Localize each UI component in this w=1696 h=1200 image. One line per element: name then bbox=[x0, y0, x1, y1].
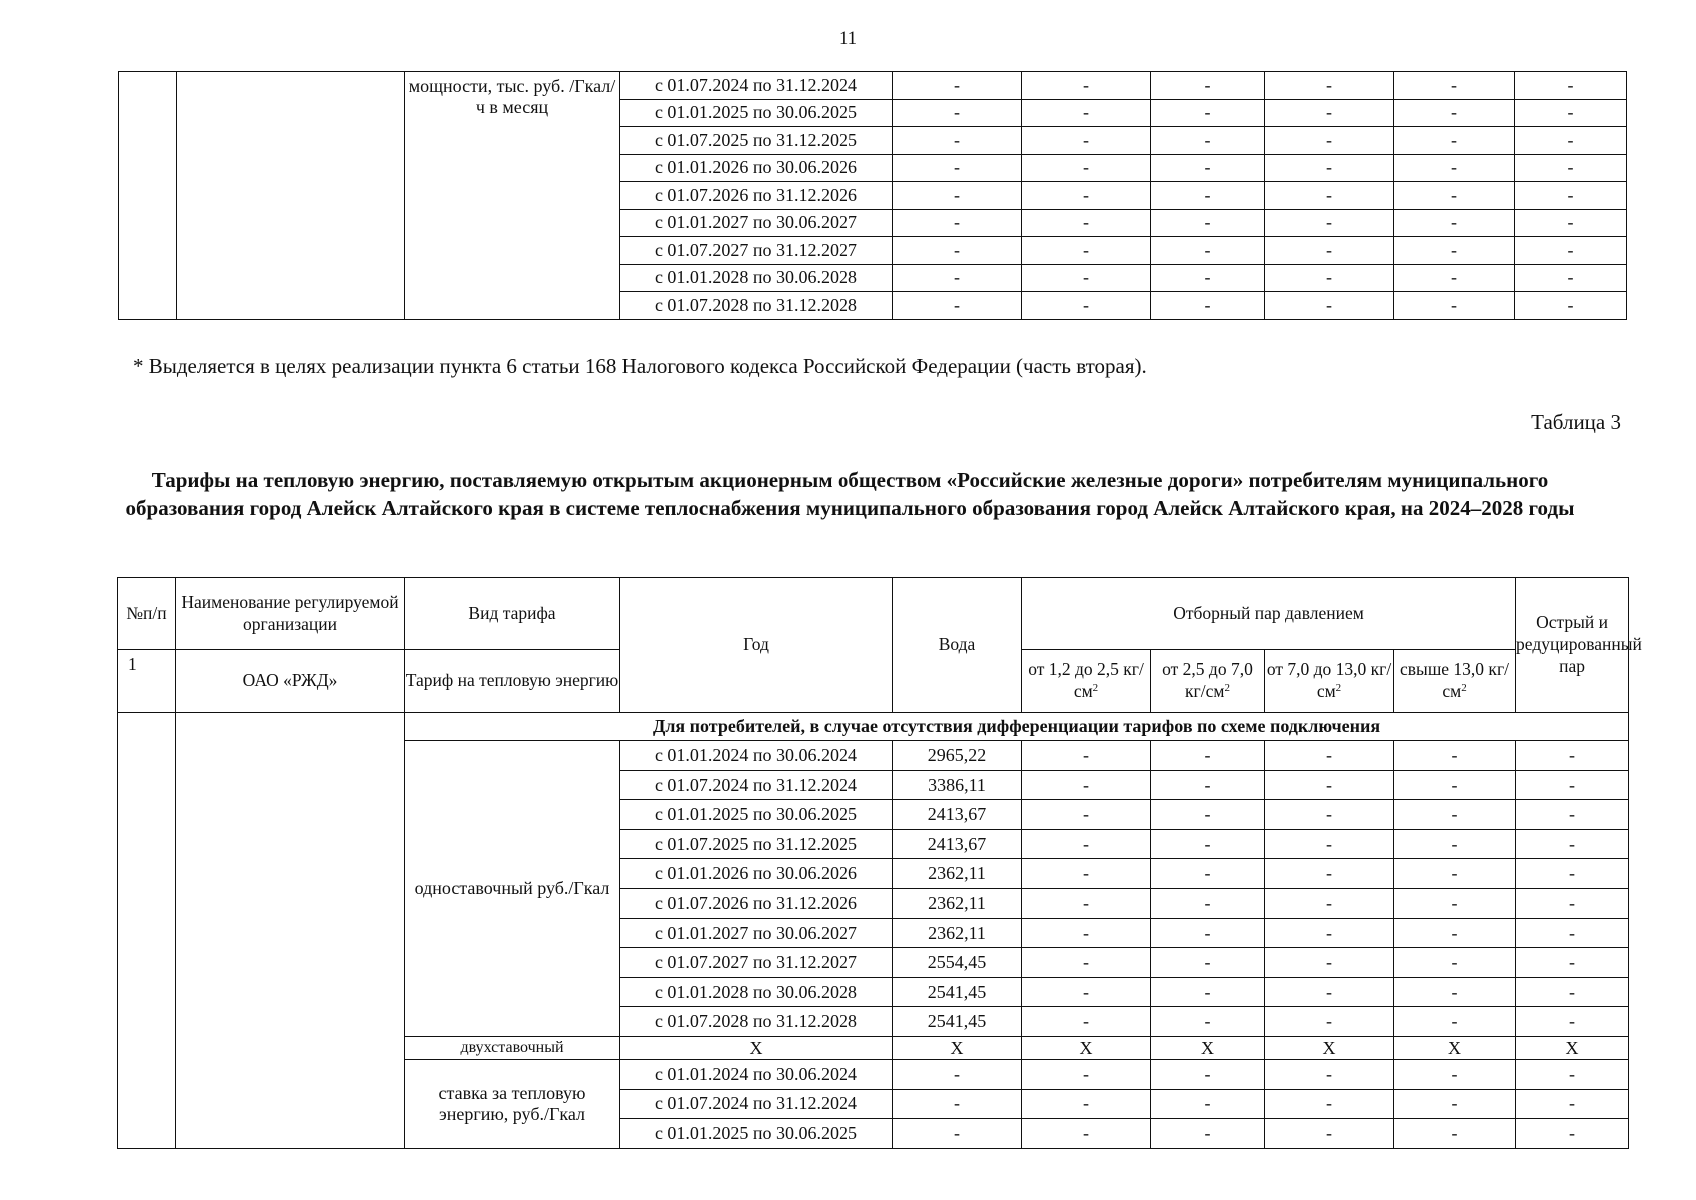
subheader-cell: Для потребителей, в случае отсутствия дифференциации тарифов по схеме подключения bbox=[405, 713, 1629, 741]
empty-org-cell bbox=[176, 713, 405, 1149]
period-cell: с 01.01.2027 по 30.06.2027 bbox=[620, 209, 893, 237]
value-cell: - bbox=[1516, 770, 1629, 800]
value-cell: - bbox=[1515, 264, 1627, 292]
value-cell: - bbox=[1151, 264, 1265, 292]
value-cell: - bbox=[1394, 1089, 1516, 1119]
header-pressure-3: от 7,0 до 13,0 $кг/см^2$ bbox=[1265, 650, 1394, 713]
value-cell: - bbox=[1022, 99, 1151, 127]
value-cell: - bbox=[1265, 209, 1394, 237]
value-cell: - bbox=[1022, 209, 1151, 237]
value-cell: - bbox=[1516, 1119, 1629, 1149]
header-sharp-steam: Острый и редуцированный пар bbox=[1516, 578, 1629, 713]
period-cell: с 01.07.2028 по 31.12.2028 bbox=[620, 1007, 893, 1037]
value-cell: - bbox=[1022, 888, 1151, 918]
two-rate-label: двухставочный bbox=[405, 1036, 620, 1059]
value-cell: - bbox=[1265, 829, 1394, 859]
table-label: Таблица 3 bbox=[1531, 410, 1621, 434]
value-cell: - bbox=[1151, 1059, 1265, 1089]
value-cell: - bbox=[1151, 182, 1265, 210]
empty-num-cell bbox=[118, 713, 176, 1149]
period-cell: с 01.01.2024 по 30.06.2024 bbox=[620, 1059, 893, 1089]
value-cell: - bbox=[1516, 741, 1629, 771]
water-value-cell: 2362,11 bbox=[893, 918, 1022, 948]
period-cell: с 01.07.2024 по 31.12.2024 bbox=[620, 770, 893, 800]
value-cell: - bbox=[1022, 859, 1151, 889]
value-cell: - bbox=[1265, 237, 1394, 265]
value-cell: - bbox=[1022, 264, 1151, 292]
value-cell: - bbox=[1151, 1119, 1265, 1149]
header-year: Год bbox=[620, 578, 893, 713]
value-cell: - bbox=[1265, 977, 1394, 1007]
value-cell: - bbox=[1022, 182, 1151, 210]
x-cell: X bbox=[1151, 1036, 1265, 1059]
value-cell: - bbox=[1022, 829, 1151, 859]
period-cell: с 01.07.2028 по 31.12.2028 bbox=[620, 292, 893, 320]
period-cell: с 01.01.2026 по 30.06.2026 bbox=[620, 859, 893, 889]
value-cell: - bbox=[893, 1089, 1022, 1119]
value-cell: - bbox=[1022, 977, 1151, 1007]
value-cell: - bbox=[1265, 741, 1394, 771]
value-cell: - bbox=[1516, 888, 1629, 918]
single-rate-cell: одноставочный руб./Гкал bbox=[405, 741, 620, 1037]
value-cell: - bbox=[1516, 918, 1629, 948]
tariff-cell: мощности, тыс. руб. /Гкал/ч в месяц bbox=[405, 72, 620, 320]
value-cell: - bbox=[1151, 829, 1265, 859]
value-cell: - bbox=[1151, 948, 1265, 978]
value-cell: - bbox=[893, 127, 1022, 155]
value-cell: - bbox=[1515, 154, 1627, 182]
value-cell: - bbox=[1516, 800, 1629, 830]
value-cell: - bbox=[1394, 741, 1516, 771]
water-value-cell: 2554,45 bbox=[893, 948, 1022, 978]
value-cell: - bbox=[1394, 1059, 1516, 1089]
value-cell: - bbox=[1022, 918, 1151, 948]
value-cell: - bbox=[893, 1119, 1022, 1149]
value-cell: - bbox=[1394, 1007, 1516, 1037]
value-cell: - bbox=[1265, 918, 1394, 948]
value-cell: - bbox=[1394, 72, 1515, 100]
value-cell: - bbox=[1515, 292, 1627, 320]
period-cell: с 01.01.2025 по 30.06.2025 bbox=[620, 1119, 893, 1149]
value-cell: - bbox=[893, 182, 1022, 210]
value-cell: - bbox=[1516, 977, 1629, 1007]
x-cell: X bbox=[1265, 1036, 1394, 1059]
value-cell: - bbox=[1394, 1119, 1516, 1149]
value-cell: - bbox=[893, 264, 1022, 292]
value-cell: - bbox=[1265, 770, 1394, 800]
value-cell: - bbox=[1265, 948, 1394, 978]
value-cell: - bbox=[1394, 292, 1515, 320]
value-cell: - bbox=[1151, 859, 1265, 889]
period-cell: с 01.01.2025 по 30.06.2025 bbox=[620, 99, 893, 127]
value-cell: - bbox=[893, 292, 1022, 320]
value-cell: - bbox=[1394, 127, 1515, 155]
empty-org-cell bbox=[177, 72, 405, 320]
header-pressure-1: от 1,2 до 2,5 $кг/см^2$ bbox=[1022, 650, 1151, 713]
value-cell: - bbox=[1394, 948, 1516, 978]
heat-rate-cell: ставка за тепловую энергию, руб./Гкал bbox=[405, 1059, 620, 1148]
value-cell: - bbox=[1394, 888, 1516, 918]
period-cell: с 01.07.2026 по 31.12.2026 bbox=[620, 888, 893, 918]
value-cell: - bbox=[1394, 237, 1515, 265]
value-cell: - bbox=[1394, 182, 1515, 210]
x-cell: X bbox=[1022, 1036, 1151, 1059]
value-cell: - bbox=[1151, 770, 1265, 800]
value-cell: - bbox=[1265, 1089, 1394, 1119]
water-value-cell: 3386,11 bbox=[893, 770, 1022, 800]
page-number: 11 bbox=[838, 28, 858, 49]
period-cell: с 01.07.2025 по 31.12.2025 bbox=[620, 127, 893, 155]
water-value-cell: 2541,45 bbox=[893, 1007, 1022, 1037]
tariff-table bbox=[117, 577, 1642, 1149]
header-org: Наименование регулируемой организации bbox=[176, 578, 405, 650]
subheader-row bbox=[118, 713, 1629, 741]
value-cell: - bbox=[1265, 154, 1394, 182]
x-cell: X bbox=[1516, 1036, 1629, 1059]
footnote: * Выделяется в целях реализации пункта 6 статьи 168 Налогового кодекса Российской Федерации (часть вторая). bbox=[133, 354, 1147, 378]
header-tariff-type: Вид тарифа bbox=[405, 578, 620, 650]
period-cell: с 01.07.2027 по 31.12.2027 bbox=[620, 237, 893, 265]
value-cell: - bbox=[1022, 292, 1151, 320]
header-steam-group: Отборный пар давлением bbox=[1022, 578, 1516, 650]
value-cell: - bbox=[1022, 1007, 1151, 1037]
value-cell: - bbox=[1151, 1007, 1265, 1037]
value-cell: - bbox=[1515, 72, 1627, 100]
value-cell: - bbox=[1022, 127, 1151, 155]
value-cell: - bbox=[1151, 977, 1265, 1007]
value-cell: - bbox=[1394, 770, 1516, 800]
value-cell: - bbox=[1151, 292, 1265, 320]
value-cell: - bbox=[893, 209, 1022, 237]
value-cell: - bbox=[1022, 1119, 1151, 1149]
value-cell: - bbox=[1265, 292, 1394, 320]
value-cell: - bbox=[893, 1059, 1022, 1089]
value-cell: - bbox=[1151, 99, 1265, 127]
value-cell: - bbox=[1151, 800, 1265, 830]
header-pressure-4: свыше 13,0 $кг/см^2$ bbox=[1394, 650, 1516, 713]
period-cell: с 01.01.2028 по 30.06.2028 bbox=[620, 264, 893, 292]
value-cell: - bbox=[1151, 209, 1265, 237]
value-cell: - bbox=[1151, 127, 1265, 155]
value-cell: - bbox=[1022, 770, 1151, 800]
period-cell: с 01.01.2024 по 30.06.2024 bbox=[620, 741, 893, 771]
water-value-cell: 2362,11 bbox=[893, 859, 1022, 889]
value-cell: - bbox=[1515, 182, 1627, 210]
value-cell: - bbox=[1394, 918, 1516, 948]
period-cell: с 01.01.2028 по 30.06.2028 bbox=[620, 977, 893, 1007]
value-cell: - bbox=[1151, 888, 1265, 918]
value-cell: - bbox=[1265, 859, 1394, 889]
water-value-cell: 2965,22 bbox=[893, 741, 1022, 771]
water-value-cell: 2362,11 bbox=[893, 888, 1022, 918]
continuation-table bbox=[118, 71, 1627, 320]
tariff-heat: Тариф на тепловую энергию bbox=[405, 650, 620, 713]
value-cell: - bbox=[1515, 99, 1627, 127]
period-cell: с 01.07.2025 по 31.12.2025 bbox=[620, 829, 893, 859]
value-cell: - bbox=[1022, 72, 1151, 100]
value-cell: - bbox=[1265, 99, 1394, 127]
header-water: Вода bbox=[893, 578, 1022, 713]
value-cell: - bbox=[1265, 72, 1394, 100]
value-cell: - bbox=[1516, 1059, 1629, 1089]
value-cell: - bbox=[893, 154, 1022, 182]
period-cell: с 01.01.2027 по 30.06.2027 bbox=[620, 918, 893, 948]
value-cell: - bbox=[1151, 72, 1265, 100]
value-cell: - bbox=[1265, 800, 1394, 830]
value-cell: - bbox=[1151, 1089, 1265, 1119]
period-cell: с 01.07.2024 по 31.12.2024 bbox=[620, 1089, 893, 1119]
value-cell: - bbox=[1516, 1089, 1629, 1119]
water-value-cell: 2413,67 bbox=[893, 800, 1022, 830]
header-row bbox=[118, 578, 1629, 650]
x-cell: X bbox=[1394, 1036, 1516, 1059]
value-cell: - bbox=[1265, 1059, 1394, 1089]
header-num: №п/п bbox=[118, 578, 176, 650]
empty-num-cell bbox=[119, 72, 177, 320]
value-cell: - bbox=[1394, 859, 1516, 889]
period-cell: с 01.07.2024 по 31.12.2024 bbox=[620, 72, 893, 100]
value-cell: - bbox=[893, 237, 1022, 265]
value-cell: - bbox=[1151, 741, 1265, 771]
value-cell: - bbox=[1516, 859, 1629, 889]
period-cell: с 01.01.2025 по 30.06.2025 bbox=[620, 800, 893, 830]
org-name: ОАО «РЖД» bbox=[176, 650, 405, 713]
x-cell: X bbox=[620, 1036, 893, 1059]
value-cell: - bbox=[1022, 237, 1151, 265]
org-number: 1 bbox=[118, 650, 176, 713]
value-cell: - bbox=[1516, 1007, 1629, 1037]
x-cell: X bbox=[893, 1036, 1022, 1059]
value-cell: - bbox=[1394, 829, 1516, 859]
value-cell: - bbox=[1394, 99, 1515, 127]
table-row bbox=[119, 72, 1627, 100]
value-cell: - bbox=[1515, 237, 1627, 265]
value-cell: - bbox=[1022, 1089, 1151, 1119]
value-cell: - bbox=[1022, 741, 1151, 771]
value-cell: - bbox=[1022, 1059, 1151, 1089]
value-cell: - bbox=[1394, 209, 1515, 237]
value-cell: - bbox=[893, 72, 1022, 100]
value-cell: - bbox=[1515, 127, 1627, 155]
value-cell: - bbox=[1394, 154, 1515, 182]
water-value-cell: 2541,45 bbox=[893, 977, 1022, 1007]
value-cell: - bbox=[1394, 264, 1515, 292]
value-cell: - bbox=[1151, 237, 1265, 265]
value-cell: - bbox=[1515, 209, 1627, 237]
value-cell: - bbox=[1394, 977, 1516, 1007]
value-cell: - bbox=[1022, 948, 1151, 978]
value-cell: - bbox=[1265, 1007, 1394, 1037]
water-value-cell: 2413,67 bbox=[893, 829, 1022, 859]
value-cell: - bbox=[1394, 800, 1516, 830]
value-cell: - bbox=[1265, 182, 1394, 210]
value-cell: - bbox=[1265, 264, 1394, 292]
value-cell: - bbox=[1151, 154, 1265, 182]
value-cell: - bbox=[1265, 127, 1394, 155]
value-cell: - bbox=[1022, 800, 1151, 830]
value-cell: - bbox=[1022, 154, 1151, 182]
value-cell: - bbox=[1516, 948, 1629, 978]
value-cell: - bbox=[1265, 888, 1394, 918]
value-cell: - bbox=[893, 99, 1022, 127]
header-pressure-2: от 2,5 до 7,0 $кг/см^2$ bbox=[1151, 650, 1265, 713]
value-cell: - bbox=[1516, 829, 1629, 859]
period-cell: с 01.07.2026 по 31.12.2026 bbox=[620, 182, 893, 210]
period-cell: с 01.01.2026 по 30.06.2026 bbox=[620, 154, 893, 182]
value-cell: - bbox=[1151, 918, 1265, 948]
period-cell: с 01.07.2027 по 31.12.2027 bbox=[620, 948, 893, 978]
value-cell: - bbox=[1265, 1119, 1394, 1149]
table-title: Тарифы на тепловую энергию, поставляемую открытым акционерным обществом «Российские железные дороги» потребителям муниципального образования город Алейск Алтайского края в системе теплоснабжения муниципального образования город Алейск Алтайского края, на 2024–2028 годы bbox=[125, 468, 1575, 520]
